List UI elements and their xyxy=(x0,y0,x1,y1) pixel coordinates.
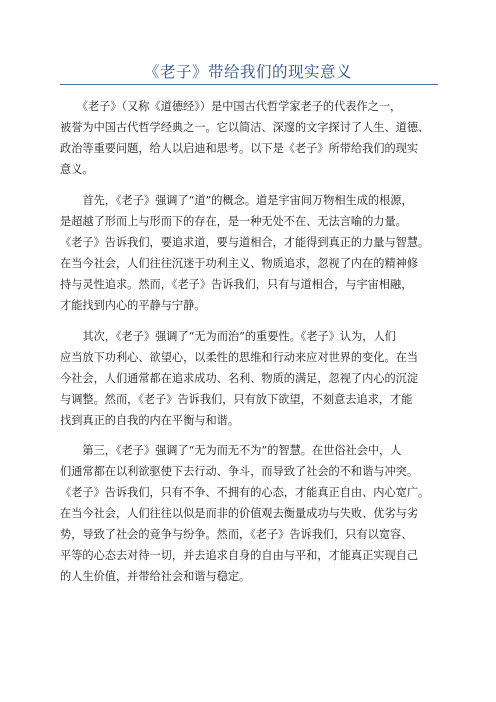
title-underline xyxy=(60,84,438,85)
text-line: 政治等重要问题，给人以启迪和思考。以下是《老子》所带给我们的现实 xyxy=(60,142,419,155)
paragraph-first xyxy=(60,190,440,316)
text-line: 才能找到内心的平静与宁静。 xyxy=(60,299,206,312)
text-line: 《老子》告诉我们，只有不争、不拥有的心态，才能真正自由、内心宽广。 xyxy=(60,486,430,499)
text-line: 其次，《老子》强调了“无为而治”的重要性。《老子》认为，人们 xyxy=(60,330,396,343)
text-line: 被誉为中国古代哲学经典之一。它以简洁、深邃的文字探讨了人生、道德、 xyxy=(60,121,430,134)
text-line: 意义。 xyxy=(60,163,94,176)
text-line: 找到真正的自我的内在平衡与和谐。 xyxy=(60,414,240,427)
document-title: 《老子》带给我们的现实意义 xyxy=(143,63,352,81)
text-line: 第三，《老子》强调了“无为而无不为”的智慧。在世俗社会中，人 xyxy=(60,444,402,457)
text-line: 势，导致了社会的竞争与纷争。然而，《老子》告诉我们，只有以宽容、 xyxy=(60,528,413,541)
text-line: 持与灵性追求。然而，《老子》告诉我们，只有与道相合，与宇宙相融， xyxy=(60,278,413,291)
text-line: 们通常都在以利欲驱使下去行动、争斗，而导致了社会的不和谐与冲突。 xyxy=(60,465,419,478)
text-line: 是超越了形而上与形而下的存在，是一种无处不在、无法言喻的力量。 xyxy=(60,215,407,228)
text-line: 与调整。然而，《老子》告诉我们，只有放下欲望，不刻意去追求，才能 xyxy=(60,393,413,406)
paragraph-third xyxy=(60,440,440,587)
paragraph-second xyxy=(60,326,440,431)
text-line: 的人生价值，并带给社会和谐与稳定。 xyxy=(60,570,251,583)
paragraph-intro xyxy=(60,96,440,180)
text-line: 首先，《老子》强调了“道”的概念。道是宇宙间万物相生成的根源， xyxy=(60,194,413,207)
text-line: 应当放下功利心、欲望心，以柔性的思维和行动来应对世界的变化。在当 xyxy=(60,351,419,364)
text-line: 《老子》（又称《道德经》）是中国古代哲学家老子的代表作之一， xyxy=(60,100,402,113)
text-line: 平等的心态去对待一切，并去追求自身的自由与平和，才能真正实现自己 xyxy=(60,549,419,562)
text-line: 今社会，人们通常都在追求成功、名利、物质的满足，忽视了内心的沉淀 xyxy=(60,372,419,385)
text-line: 在当今社会，人们往往以似是而非的价值观去衡量成功与失败、优劣与劣 xyxy=(60,507,419,520)
text-line: 在当今社会，人们往往沉迷于功利主义、物质追求，忽视了内在的精神修 xyxy=(60,257,419,270)
text-line: 《老子》告诉我们，要追求道，要与道相合，才能得到真正的力量与智慧。 xyxy=(60,236,430,249)
